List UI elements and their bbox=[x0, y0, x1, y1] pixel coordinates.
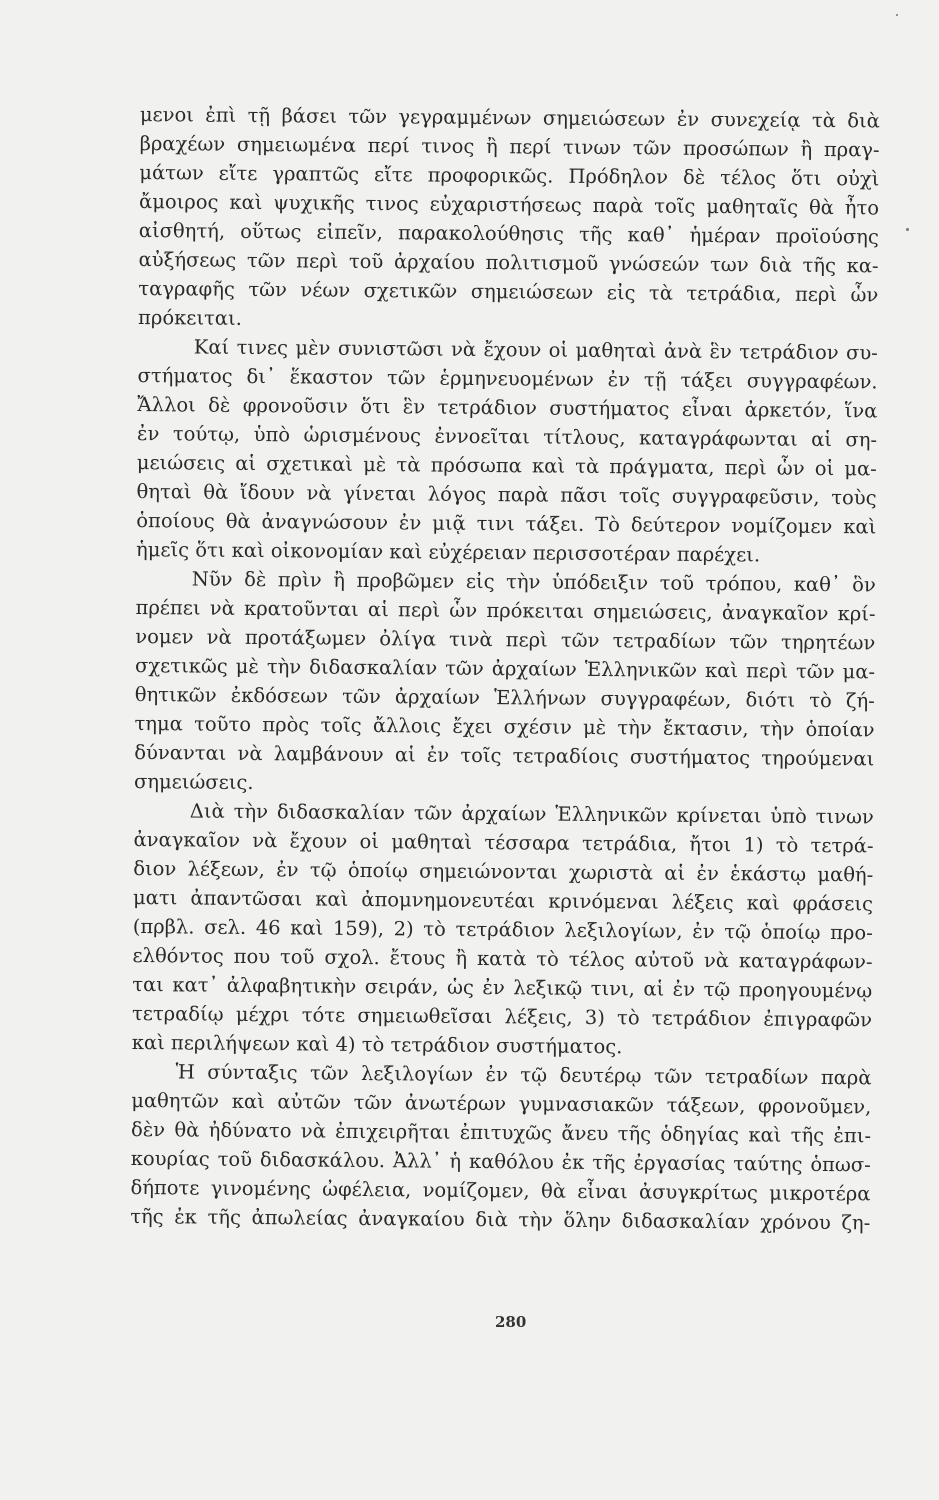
text-line-content: σημειώσεις. bbox=[133, 769, 254, 795]
text-line-content: στήματος δι᾽ ἕκαστον τῶν ἑρμηνευομένων ἐν τῇ τάξει συγγραφέων. bbox=[137, 363, 878, 394]
text-line-content: θηταὶ θὰ ἴδουν νὰ γίνεται λόγος παρὰ πᾶσι τοῖς συγγραφεῦσιν, τοὺς bbox=[136, 479, 877, 510]
body-text bbox=[130, 100, 880, 1237]
text-line-content: πρόκειται. bbox=[138, 305, 242, 330]
text-line-content: αἰσθητή, οὕτως εἰπεῖν, παρακολούθησις τῆς καθ᾽ ἡμέραν προϊούσης bbox=[138, 218, 879, 249]
text-line-content: κουρίας τοῦ διδασκάλου. Ἀλλ᾽ ἡ καθόλου ἐκ τῆς ἐργασίας ταύτης ὁπωσ- bbox=[130, 1146, 871, 1177]
text-line-content: βραχέων σημειωμένα περί τινος ἢ περί τινων τῶν προσώπων ἢ πραγ- bbox=[139, 131, 880, 162]
text-line-content: (πρβλ. σελ. 46 καὶ 159), 2) τὸ τετράδιον λεξιλογίων, ἐν τῷ ὁποίῳ προ- bbox=[132, 914, 873, 945]
text-line-content: ται κατ᾽ ἀλφαβητικὴν σειράν, ὡς ἐν λεξικῷ τινι, αἱ ἐν τῷ προηγουμένῳ bbox=[132, 972, 873, 1003]
text-line-content: τῆς ἐκ τῆς ἀπωλείας ἀναγκαίου διὰ τὴν ὅλην διδασκαλίαν χρόνου ζη- bbox=[130, 1204, 871, 1235]
text-line-content: διον λέξεων, ἐν τῷ ὁποίῳ σημειώνονται χωριστὰ αἱ ἐν ἑκάστῳ μαθή- bbox=[133, 856, 874, 887]
text-line-content: Νῦν δὲ πρὶν ἢ προβῶμεν εἰς τὴν ὑπόδειξιν τοῦ τρόπου, καθ᾽ ὃν bbox=[191, 567, 876, 597]
paper-speck bbox=[906, 228, 909, 231]
text-line-content: ἄμοιρος καὶ ψυχικῆς τινος εὐχαριστήσεως παρὰ τοῖς μαθηταῖς θὰ ἦτο bbox=[139, 189, 880, 220]
text-line-content: ματι ἀπαντῶσαι καὶ ἀπομνημονευτέαι κρινόμεναι λέξεις καὶ φράσεις bbox=[132, 885, 874, 916]
text-line-content: ἐν τούτῳ, ὑπὸ ὡρισμένους ἐννοεῖται τίτλους, καταγράφωνται αἱ ση- bbox=[136, 421, 878, 452]
text-line-content: σχετικῶς μὲ τὴν διδασκαλίαν τῶν ἀρχαίων Ἑλληνικῶν καὶ περὶ τῶν μα- bbox=[134, 653, 876, 684]
text-line-content: Ἡ σύνταξις τῶν λεξιλογίων ἐν τῷ δευτέρῳ τῶν τετραδίων παρὰ bbox=[175, 1060, 872, 1090]
text-line-content: Διὰ τὴν διδασκαλίαν τῶν ἀρχαίων Ἑλληνικῶν κρίνεται ὑπὸ τινων bbox=[189, 799, 874, 829]
text-line-content: δὲν θὰ ἠδύνατο νὰ ἐπιχειρῆται ἐπιτυχῶς ἄνευ τῆς ὁδηγίας καὶ τῆς ἐπι- bbox=[130, 1117, 872, 1148]
text-line-content: ελθόντος που τοῦ σχολ. ἔτους ἢ κατὰ τὸ τέλος αὐτοῦ νὰ καταγράφων- bbox=[132, 943, 873, 974]
text-line-content: μαθητῶν καὶ αὐτῶν τῶν ἀνωτέρων γυμνασιακῶν τάξεων, φρονοῦμεν, bbox=[131, 1088, 872, 1119]
paper-speck bbox=[896, 14, 898, 16]
text-line-content: δήποτε γινομένης ὠφέλεια, νομίζομεν, θὰ εἶναι ἀσυγκρίτως μικροτέρα bbox=[130, 1175, 871, 1206]
text-line-content: ταγραφῆς τῶν νέων σχετικῶν σημειώσεων εἰς τὰ τετράδια, περὶ ὧν bbox=[138, 276, 879, 307]
text-line-content: δύνανται νὰ λαμβάνουν αἱ ἐν τοῖς τετραδίοις συστήματος τηρούμεναι bbox=[134, 740, 875, 771]
text-line-content: ἀναγκαῖον νὰ ἔχουν οἱ μαθηταὶ τέσσαρα τετράδια, ἤτοι 1) τὸ τετρά- bbox=[133, 827, 874, 858]
text-line-content: Καί τινες μὲν συνιστῶσι νὰ ἔχουν οἱ μαθηταὶ ἀνὰ ἓν τετράδιον συ- bbox=[193, 335, 878, 365]
text-line-content: νομεν νὰ προτάξωμεν ὀλίγα τινὰ περὶ τῶν τετραδίων τῶν τηρητέων bbox=[135, 624, 876, 655]
text-line-content: αὐξήσεως τῶν περὶ τοῦ ἀρχαίου πολιτισμοῦ γνώσεών των διὰ τῆς κα- bbox=[138, 247, 879, 278]
text-line-content: τημα τοῦτο πρὸς τοῖς ἄλλοις ἔχει σχέσιν μὲ τὴν ἔκτασιν, τὴν ὁποίαν bbox=[134, 711, 875, 742]
text-line-content: Ἄλλοι δὲ φρονοῦσιν ὅτι ἓν τετράδιον συστήματος εἶναι ἀρκετόν, ἵνα bbox=[137, 392, 878, 423]
text-line-content: θητικῶν ἐκδόσεων τῶν ἀρχαίων Ἑλλήνων συγγραφέων, διότι τὸ ζή- bbox=[134, 682, 875, 713]
text-line bbox=[130, 1202, 870, 1237]
text-line-content: μειώσεις αἱ σχετικαὶ μὲ τὰ πρόσωπα καὶ τὰ πράγματα, περὶ ὧν οἱ μα- bbox=[136, 450, 877, 481]
text-line-content: τετραδίῳ μέχρι τότε σημειωθεῖσαι λέξεις, 3) τὸ τετράδιον ἐπιγραφῶν bbox=[131, 1001, 873, 1032]
text-line-content: πρέπει νὰ κρατοῦνται αἱ περὶ ὧν πρόκειται σημειώσεις, ἀναγκαῖον κρί- bbox=[135, 595, 876, 626]
text-line-content: ἡμεῖς ὅτι καὶ οἰκονομίαν καὶ εὐχέρειαν περισσοτέραν παρέχει. bbox=[135, 537, 761, 567]
text-line-content: καὶ περιλήψεων καὶ 4) τὸ τετράδιον συστήματος. bbox=[131, 1030, 623, 1059]
text-line-content: ὁποίους θὰ ἀναγνώσουν ἐν μιᾷ τινι τάξει. Τὸ δεύτερον νομίζομεν καὶ bbox=[136, 508, 877, 539]
page-number: 280 bbox=[495, 1313, 527, 1331]
text-line-content: μάτων εἴτε γραπτῶς εἴτε προφορικῶς. Πρόδηλον δὲ τέλος ὅτι οὐχὶ bbox=[139, 160, 880, 191]
text-line-content: μενοι ἐπὶ τῇ βάσει τῶν γεγραμμένων σημειώσεων ἐν συνεχείᾳ τὰ διὰ bbox=[139, 102, 880, 133]
